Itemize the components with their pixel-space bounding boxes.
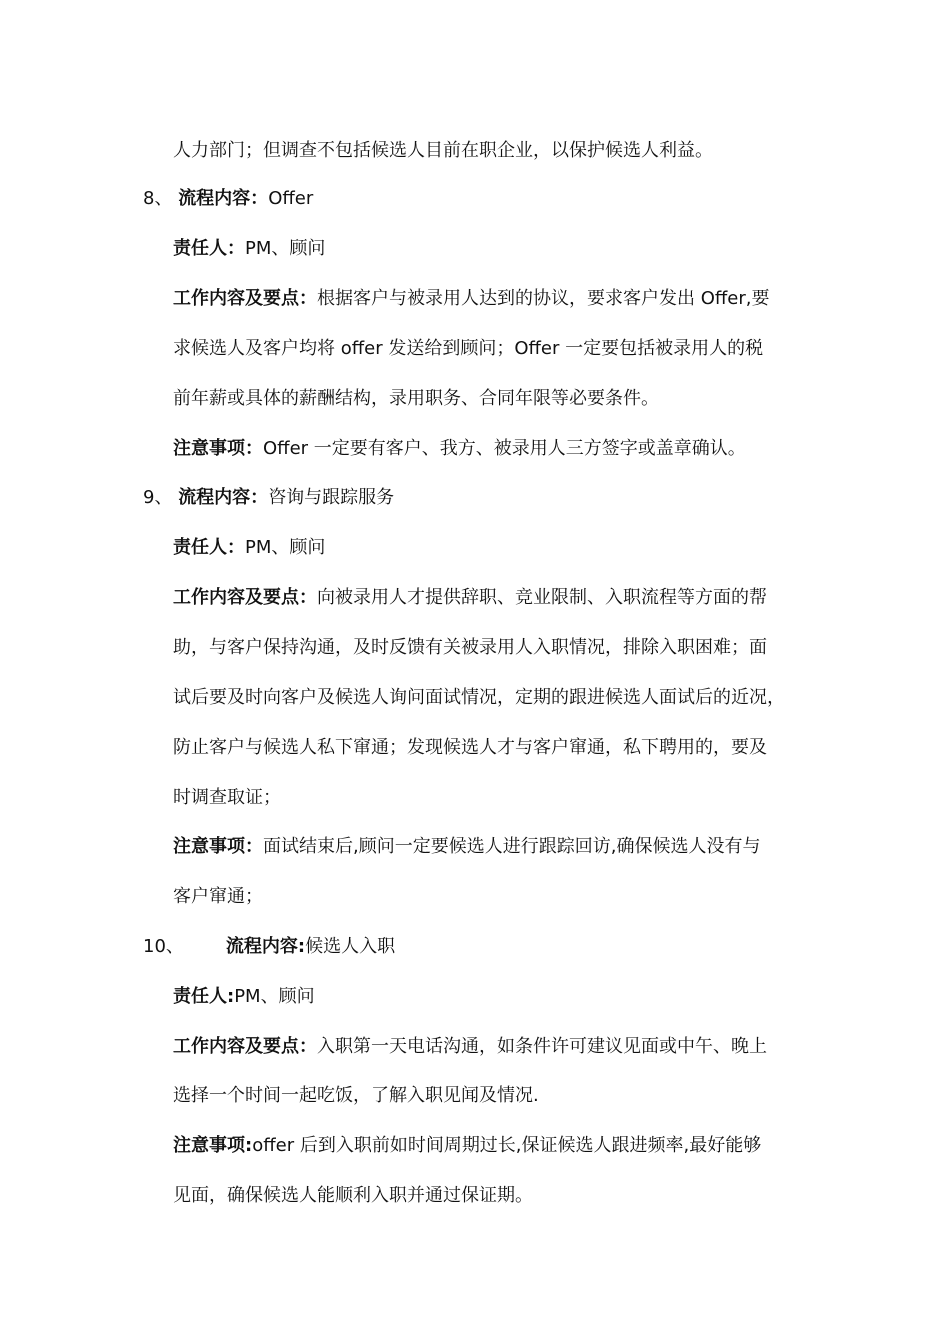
- section-value: 咨询与跟踪服务: [268, 487, 395, 508]
- field-label: 工作内容及要点：: [173, 288, 317, 309]
- section-10-work: [173, 1034, 767, 1060]
- line-text: 助，与客户保持沟通，及时反馈有关被录用人入职情况，排除入职困难；面: [173, 637, 767, 658]
- line-text: 见面，确保候选人能顺利入职并通过保证期。: [173, 1185, 533, 1206]
- line-text: 时调查取证；: [173, 787, 281, 808]
- text-line: [173, 884, 263, 910]
- section-9-heading: [143, 485, 394, 511]
- field-value: PM、顾问: [245, 238, 326, 259]
- field-value: PM、顾问: [234, 986, 315, 1007]
- field-value: Offer 一定要有客户、我方、被录用人三方签字或盖章确认。: [263, 438, 746, 459]
- section-8-note: [173, 436, 746, 462]
- text-line: [173, 735, 767, 761]
- section-number: 10、: [143, 936, 184, 957]
- text-line: [173, 138, 713, 164]
- field-value: 面试结束后,顾问一定要候选人进行跟踪回访,确保候选人没有与: [263, 836, 761, 857]
- section-9-responsible: [173, 535, 325, 561]
- field-label: 注意事项:: [173, 1135, 253, 1156]
- field-value: offer 后到入职前如时间周期过长,保证候选人跟进频率,最好能够: [252, 1135, 762, 1156]
- section-8-work: [173, 286, 770, 312]
- field-value: 入职第一天电话沟通，如条件许可建议见面或中午、晚上: [317, 1036, 767, 1057]
- section-label: 流程内容：: [178, 188, 269, 209]
- text-line: [173, 635, 767, 661]
- field-label: 责任人:: [173, 986, 235, 1007]
- section-value: 候选人入职: [305, 936, 396, 957]
- text-line: [173, 1183, 533, 1209]
- field-label: 责任人：: [173, 238, 245, 259]
- line-text: 防止客户与候选人私下窜通；发现候选人才与客户窜通，私下聘用的，要及: [173, 737, 767, 758]
- field-label: 工作内容及要点：: [173, 1036, 317, 1057]
- text-line: [173, 785, 281, 811]
- text-line: [173, 685, 785, 711]
- field-label: 注意事项：: [173, 438, 263, 459]
- field-value: PM、顾问: [245, 537, 326, 558]
- section-value: Offer: [268, 188, 314, 209]
- section-label: 流程内容:: [225, 936, 306, 957]
- text-line: [173, 336, 763, 362]
- section-10-responsible: [173, 984, 315, 1010]
- text-line: [173, 386, 659, 412]
- line-text: 选择一个时间一起吃饭，了解入职见闻及情况.: [173, 1085, 539, 1106]
- section-number: 9、: [143, 487, 173, 508]
- section-8-heading: [143, 186, 313, 212]
- section-8-responsible: [173, 236, 325, 262]
- field-label: 工作内容及要点：: [173, 587, 317, 608]
- text-line: [173, 1083, 539, 1109]
- section-label: 流程内容：: [178, 487, 269, 508]
- field-label: 责任人：: [173, 537, 245, 558]
- field-label: 注意事项：: [173, 836, 263, 857]
- line-text: 客户窜通；: [173, 886, 263, 907]
- line-text: 求候选人及客户均将 offer 发送给到顾问；Offer 一定要包括被录用人的税: [173, 338, 764, 359]
- section-number: 8、: [143, 188, 173, 209]
- line-text: 试后要及时向客户及候选人询问面试情况，定期的跟进候选人面试后的近况，: [173, 687, 785, 708]
- field-value: 根据客户与被录用人达到的协议，要求客户发出 Offer,要: [317, 288, 770, 309]
- section-9-note: [173, 834, 760, 860]
- field-value: 向被录用人才提供辞职、竞业限制、入职流程等方面的帮: [317, 587, 767, 608]
- section-10-note: [173, 1133, 761, 1159]
- section-9-work: [173, 585, 767, 611]
- section-10-heading: [143, 934, 395, 960]
- line-text: 前年薪或具体的薪酬结构，录用职务、合同年限等必要条件。: [173, 388, 659, 409]
- line-text: 人力部门；但调查不包括候选人目前在职企业，以保护候选人利益。: [173, 140, 713, 161]
